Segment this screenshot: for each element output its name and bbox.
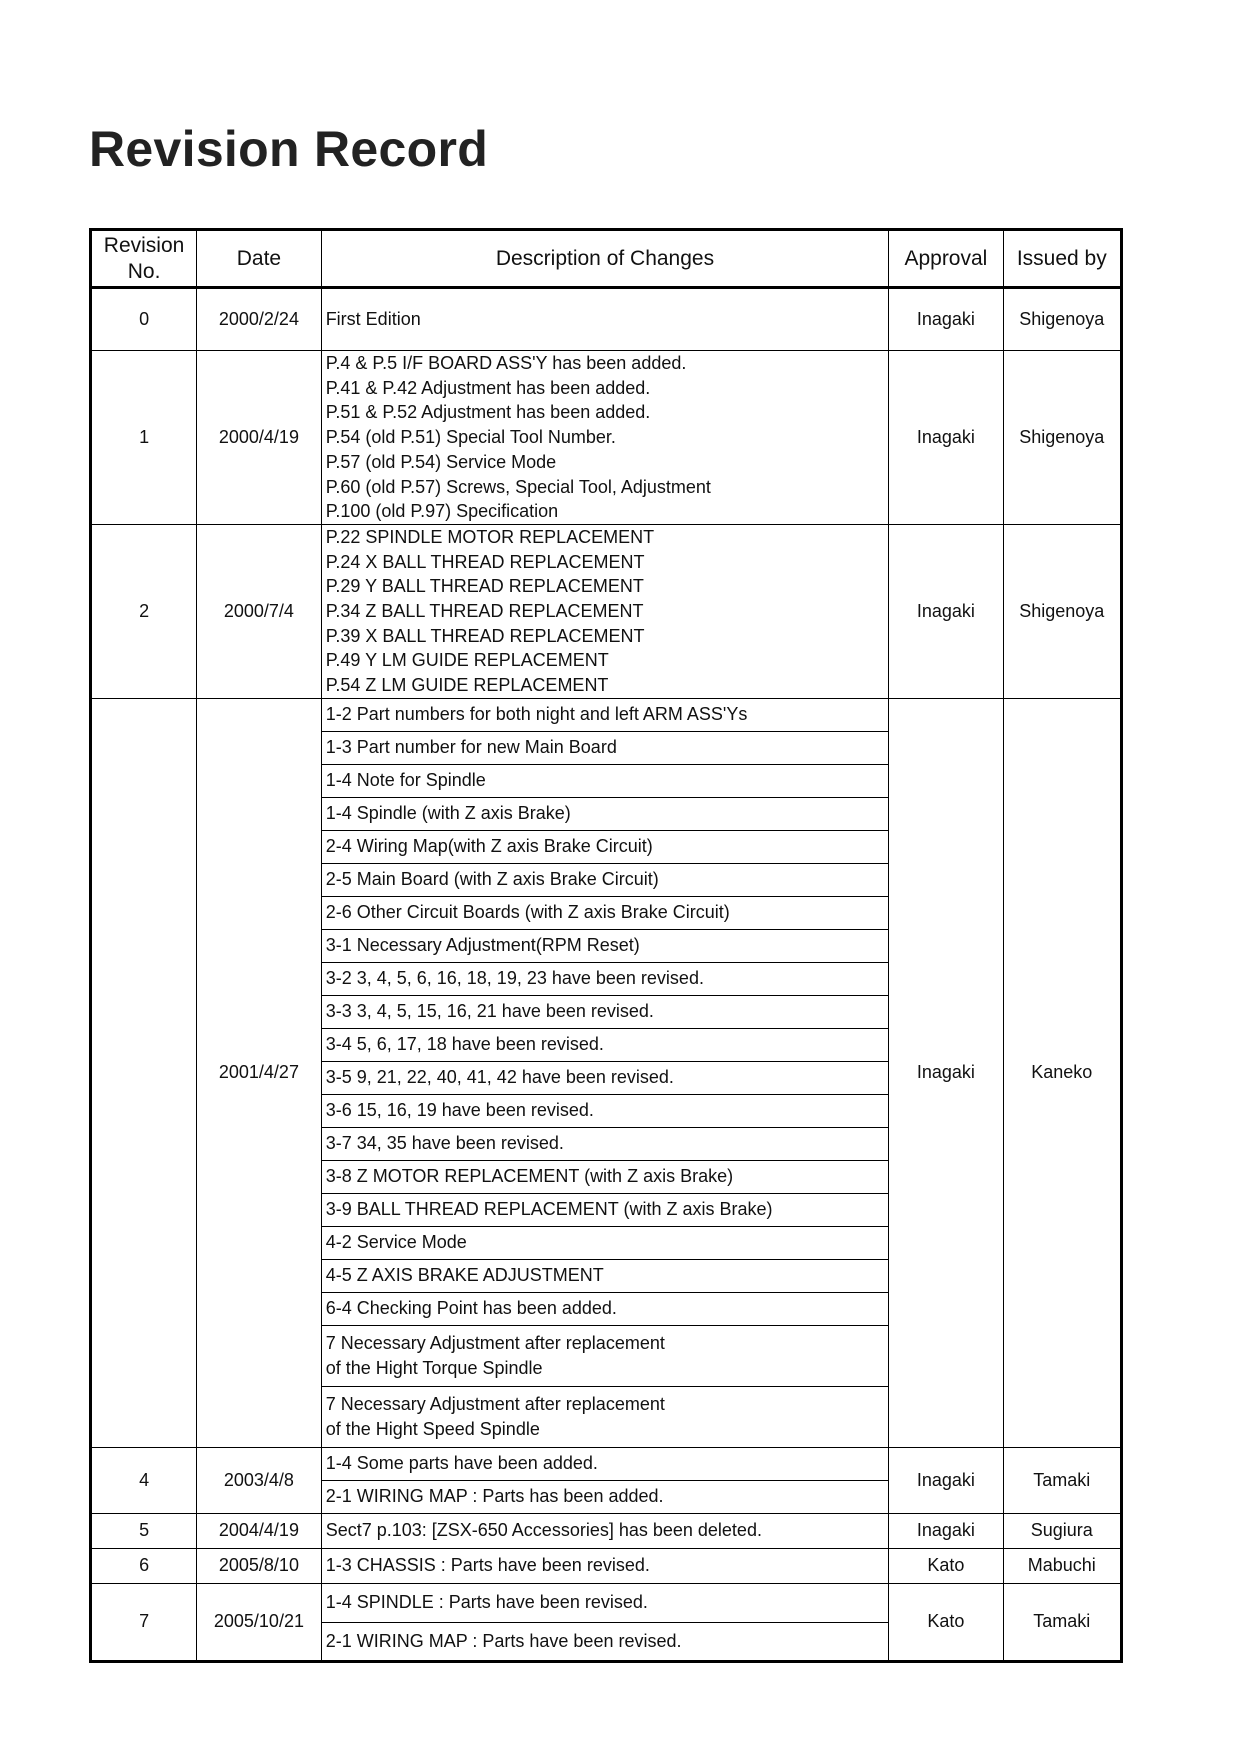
- description-item: 3-8 Z MOTOR REPLACEMENT (with Z axis Brake): [321, 1160, 889, 1193]
- revision-approval: Inagaki: [889, 524, 1003, 698]
- description-item: 1-4 Spindle (with Z axis Brake): [321, 797, 889, 830]
- revision-date: 2005/8/10: [197, 1548, 322, 1583]
- description-item: 2-5 Main Board (with Z axis Brake Circuit): [321, 863, 889, 896]
- description-line: of the Hight Speed Spindle: [325, 1418, 540, 1439]
- description-item: 1-4 Note for Spindle: [321, 764, 889, 797]
- table-row: [91, 1447, 1122, 1480]
- description-item: 2-1 WIRING MAP : Parts have been revised.: [321, 1622, 889, 1661]
- description-item: 1-2 Part numbers for both night and left ARM ASS'Ys: [321, 698, 889, 731]
- description-line: P.4 & P.5 I/F BOARD ASS'Y has been added.: [325, 353, 687, 373]
- revision-no: 5: [91, 1513, 197, 1548]
- revision-no: [91, 698, 197, 1447]
- description-line: P.24 X BALL THREAD REPLACEMENT: [325, 551, 645, 572]
- header-date: Date: [197, 230, 322, 288]
- header-revision-no: [91, 230, 197, 288]
- revision-issued-by: Shigenoya: [1003, 288, 1121, 351]
- description-item: 4-2 Service Mode: [321, 1226, 889, 1259]
- description-line: P.60 (old P.57) Screws, Special Tool, Adjustment: [325, 476, 711, 497]
- revision-no: 6: [91, 1548, 197, 1583]
- revision-date: 2000/2/24: [197, 288, 322, 351]
- description-item: 2-1 WIRING MAP : Parts has been added.: [321, 1480, 889, 1513]
- description-line: P.39 X BALL THREAD REPLACEMENT: [325, 625, 645, 646]
- description-line: P.49 Y LM GUIDE REPLACEMENT: [325, 650, 609, 671]
- description-item: 6-4 Checking Point has been added.: [321, 1292, 889, 1325]
- revision-issued-by: Shigenoya: [1003, 524, 1121, 698]
- table-row: [91, 524, 1122, 698]
- revision-date: 2003/4/8: [197, 1447, 322, 1513]
- description-line: 7 Necessary Adjustment after replacement: [325, 1333, 665, 1354]
- table-row: [91, 698, 1122, 731]
- description-line: P.54 Z LM GUIDE REPLACEMENT: [325, 675, 609, 696]
- revision-description: [321, 524, 889, 698]
- description-line: P.29 Y BALL THREAD REPLACEMENT: [325, 576, 644, 597]
- revision-no: 2: [91, 524, 197, 698]
- revision-date: 2000/7/4: [197, 524, 322, 698]
- revision-no: 4: [91, 1447, 197, 1513]
- header-revision-line1: Revision: [103, 233, 185, 257]
- revision-issued-by: Tamaki: [1003, 1583, 1121, 1661]
- header-description: Description of Changes: [321, 230, 889, 288]
- description-item: [321, 1325, 889, 1386]
- revision-approval: Kato: [889, 1583, 1003, 1661]
- revision-description: Sect7 p.103: [ZSX-650 Accessories] has been deleted.: [321, 1513, 889, 1548]
- description-item: 1-4 Some parts have been added.: [321, 1447, 889, 1480]
- description-line: P.57 (old P.54) Service Mode: [325, 451, 557, 472]
- header-revision-line2: No.: [127, 259, 161, 283]
- revision-approval: Inagaki: [889, 1513, 1003, 1548]
- description-item: 4-5 Z AXIS BRAKE ADJUSTMENT: [321, 1259, 889, 1292]
- description-item: 3-3 3, 4, 5, 15, 16, 21 have been revised.: [321, 995, 889, 1028]
- revision-date: 2001/4/27: [197, 698, 322, 1447]
- revision-description: 1-3 CHASSIS : Parts have been revised.: [321, 1548, 889, 1583]
- revision-approval: Inagaki: [889, 1447, 1003, 1513]
- description-item: 3-6 15, 16, 19 have been revised.: [321, 1094, 889, 1127]
- description-line: P.22 SPINDLE MOTOR REPLACEMENT: [325, 526, 655, 547]
- revision-no: 0: [91, 288, 197, 351]
- revision-no: 7: [91, 1583, 197, 1661]
- description-item: 3-9 BALL THREAD REPLACEMENT (with Z axis Brake): [321, 1193, 889, 1226]
- header-row: [91, 230, 1122, 288]
- table-row: [91, 288, 1122, 351]
- revision-approval: Inagaki: [889, 698, 1003, 1447]
- description-line: P.54 (old P.51) Special Tool Number.: [325, 427, 616, 448]
- description-item: 3-2 3, 4, 5, 6, 16, 18, 19, 23 have been revised.: [321, 962, 889, 995]
- description-item: [321, 1386, 889, 1447]
- revision-table: [89, 228, 1123, 1663]
- revision-description: First Edition: [321, 288, 889, 351]
- description-item: 3-5 9, 21, 22, 40, 41, 42 have been revised.: [321, 1061, 889, 1094]
- table-row: [91, 1583, 1122, 1622]
- description-line: P.41 & P.42 Adjustment has been added.: [325, 377, 651, 398]
- revision-date: 2005/10/21: [197, 1583, 322, 1661]
- revision-issued-by: Tamaki: [1003, 1447, 1121, 1513]
- description-line: of the Hight Torque Spindle: [325, 1357, 543, 1378]
- header-approval: Approval: [889, 230, 1003, 288]
- table-row: [91, 1513, 1122, 1548]
- revision-approval: Inagaki: [889, 288, 1003, 351]
- table-row: [91, 1548, 1122, 1583]
- revision-no: 1: [91, 351, 197, 525]
- description-line: P.51 & P.52 Adjustment has been added.: [325, 402, 651, 423]
- revision-issued-by: Shigenoya: [1003, 351, 1121, 525]
- description-item: 1-3 Part number for new Main Board: [321, 731, 889, 764]
- description-line: 7 Necessary Adjustment after replacement: [325, 1394, 665, 1415]
- revision-issued-by: Mabuchi: [1003, 1548, 1121, 1583]
- revision-date: 2004/4/19: [197, 1513, 322, 1548]
- description-item: 1-4 SPINDLE : Parts have been revised.: [321, 1583, 889, 1622]
- header-issued-by: Issued by: [1003, 230, 1121, 288]
- description-item: 2-6 Other Circuit Boards (with Z axis Brake Circuit): [321, 896, 889, 929]
- revision-approval: Inagaki: [889, 351, 1003, 525]
- description-item: 2-4 Wiring Map(with Z axis Brake Circuit): [321, 830, 889, 863]
- description-line: P.100 (old P.97) Specification: [325, 501, 559, 522]
- revision-date: 2000/4/19: [197, 351, 322, 525]
- page-title: Revision Record: [89, 121, 489, 177]
- description-line: P.34 Z BALL THREAD REPLACEMENT: [325, 601, 644, 622]
- table-row: [91, 351, 1122, 525]
- description-item: 3-7 34, 35 have been revised.: [321, 1127, 889, 1160]
- description-item: 3-4 5, 6, 17, 18 have been revised.: [321, 1028, 889, 1061]
- revision-description: [321, 351, 889, 525]
- description-item: 3-1 Necessary Adjustment(RPM Reset): [321, 929, 889, 962]
- revision-issued-by: Kaneko: [1003, 698, 1121, 1447]
- revision-issued-by: Sugiura: [1003, 1513, 1121, 1548]
- revision-approval: Kato: [889, 1548, 1003, 1583]
